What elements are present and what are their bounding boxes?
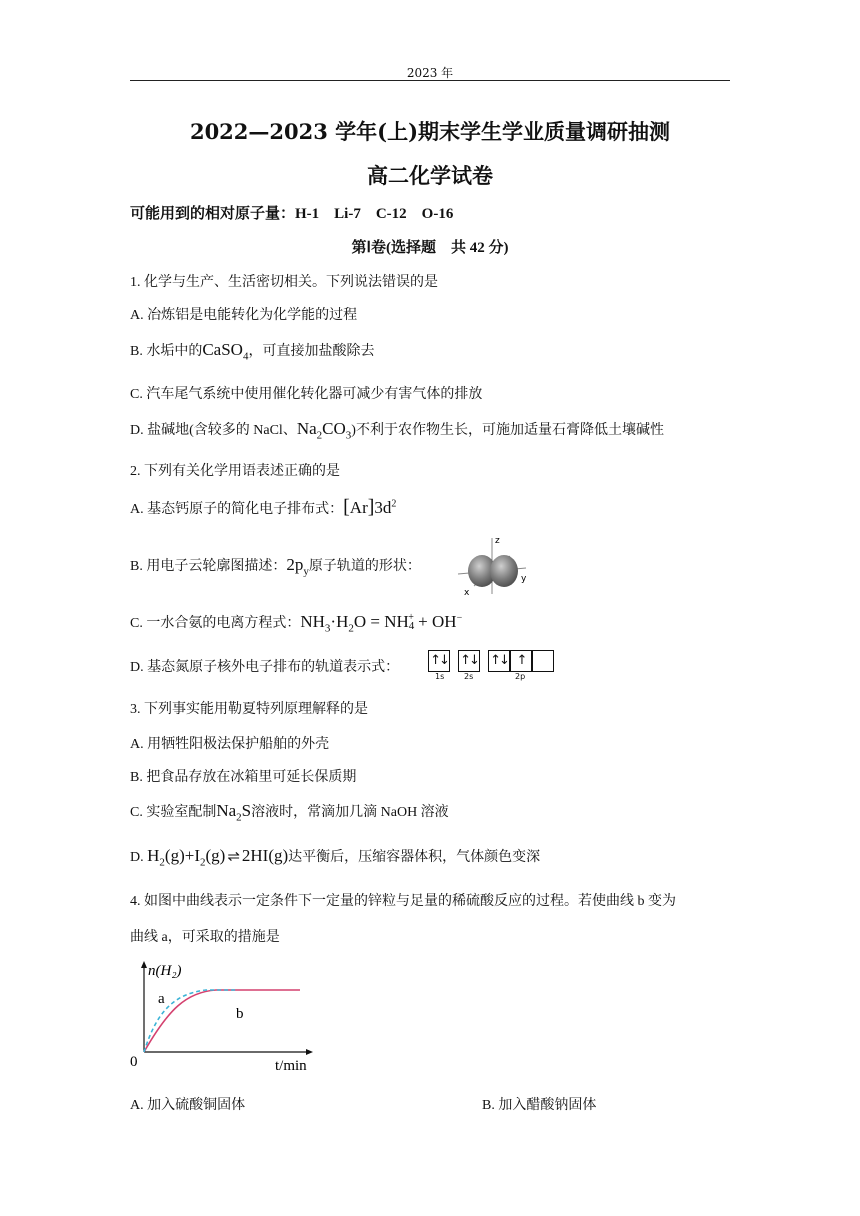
atomic-masses: 可能用到的相对原子量：H-1 Li-7 C-12 O-16 [130, 206, 454, 222]
orbital-label-2p: 2p [515, 672, 526, 681]
2py-formula: $2p_y$ [286, 555, 309, 578]
q2-option-d-text: D. 基态氮原子核外电子排布的轨道表示式： [130, 660, 400, 675]
axis-x-label: x [464, 588, 470, 598]
q2-option-b-post: 原子轨道的形状： [308, 559, 421, 574]
orbital-box-2p-1: ↑↓ [488, 650, 510, 672]
orbital-box-2p-2: ↑ [510, 650, 532, 672]
q3-option-c-post: 溶液时，常滴加几滴 NaOH 溶液 [251, 805, 449, 820]
q1-option-b-post: ，可直接加盐酸除去 [248, 344, 375, 359]
q3-option-c [130, 801, 449, 823]
q2-option-b [130, 555, 421, 577]
q1-option-d [130, 419, 664, 441]
q2-option-d [130, 656, 399, 676]
section-heading: 第Ⅰ卷(选择题 共 42 分) [351, 240, 509, 256]
exam-subtitle: 高二化学试卷 [367, 163, 493, 188]
q3-option-a: A. 用牺牲阳极法保护船舶的外壳 [130, 737, 330, 752]
h2-i2-equilibrium: $H_2(g)+I_2(g)$ ⇌ 2HI(g) [147, 846, 289, 869]
axis-z-label: z [495, 536, 500, 546]
q2-option-c [130, 612, 462, 634]
q1-option-c: C. 汽车尾气系统中使用催化转化器可减少有害气体的排放 [130, 387, 483, 402]
q4-stem-line2: 曲线 a，可采取的措施是 [130, 930, 280, 945]
q3-option-d-pre: D. [130, 850, 148, 865]
hydrogen-volume-chart [128, 958, 328, 1076]
q1-option-a: A. 冶炼铝是电能转化为化学能的过程 [130, 308, 358, 323]
orbital-box-2p-3 [532, 650, 554, 672]
ammonia-ionization-equation: $NH_3\cdot H_2O = NH_4^+ + OH^-$ [300, 612, 463, 635]
q2-option-a [130, 496, 396, 519]
q1-option-d-pre: D. 盐碱地(含较多的 NaCl、 [130, 423, 297, 438]
q3-option-d [130, 846, 540, 868]
q1-option-d-post: )不利于农作物生长，可施加适量石膏降低土壤碱性 [351, 423, 664, 438]
q3-option-c-pre: C. 实验室配制 [130, 805, 217, 820]
x-axis-arrow [306, 1049, 313, 1055]
y-axis-arrow [141, 961, 147, 968]
page-header-year: 2023 年 [406, 66, 454, 80]
calcium-config-formula: $[Ar]3d^2$ [343, 496, 397, 518]
axis-y-label: y [521, 574, 527, 584]
series-a-label: a [158, 991, 165, 1007]
q4-option-a: A. 加入硫酸铜固体 [130, 1098, 246, 1113]
exam-title: 2022—2023 学年(上)期末学生学业质量调研抽测 [189, 119, 671, 144]
na2co3-formula: $Na_2CO_3$ [296, 419, 352, 442]
q2-option-a-text: A. 基态钙原子的简化电子排布式： [130, 502, 344, 517]
series-b-label: b [236, 1006, 244, 1022]
q3-stem: 3. 下列事实能用勒夏特列原理解释的是 [130, 702, 368, 717]
orbital-box-1s: ↑↓ [428, 650, 450, 672]
q2-option-c-text: C. 一水合氨的电离方程式： [130, 616, 301, 631]
q1-option-b [130, 340, 374, 362]
q1-option-b-pre: B. 水垢中的 [130, 344, 203, 359]
origin-label: 0 [130, 1054, 138, 1070]
q3-option-d-post: 达平衡后，压缩容器体积，气体颜色变深 [288, 850, 541, 865]
orbital-box-2s: ↑↓ [458, 650, 480, 672]
q2-stem: 2. 下列有关化学用语表述正确的是 [130, 464, 340, 479]
q4-stem-line1: 4. 如图中曲线表示一定条件下一定量的锌粒与足量的稀硫酸反应的过程。若使曲线 b 变为 [130, 894, 676, 909]
q2-option-b-pre: B. 用电子云轮廓图描述： [130, 559, 287, 574]
caso4-formula: CaSO$_4$ [202, 340, 249, 363]
q1-stem: 1. 化学与生产、生活密切相关。下列说法错误的是 [130, 275, 438, 290]
q4-option-b: B. 加入醋酸钠固体 [482, 1098, 597, 1113]
x-axis-label: t/min [275, 1058, 307, 1074]
py-orbital-diagram [452, 534, 532, 598]
nitrogen-orbital-diagram [428, 650, 558, 688]
series-b-line [144, 990, 300, 1052]
orbital-label-1s: 1s [435, 672, 445, 681]
na2s-formula: $Na_2S$ [216, 801, 252, 824]
q3-option-b: B. 把食品存放在冰箱里可延长保质期 [130, 770, 357, 785]
orbital-label-2s: 2s [464, 672, 474, 681]
y-axis-label: n(H₂) [148, 963, 182, 979]
header-rule [130, 80, 730, 81]
